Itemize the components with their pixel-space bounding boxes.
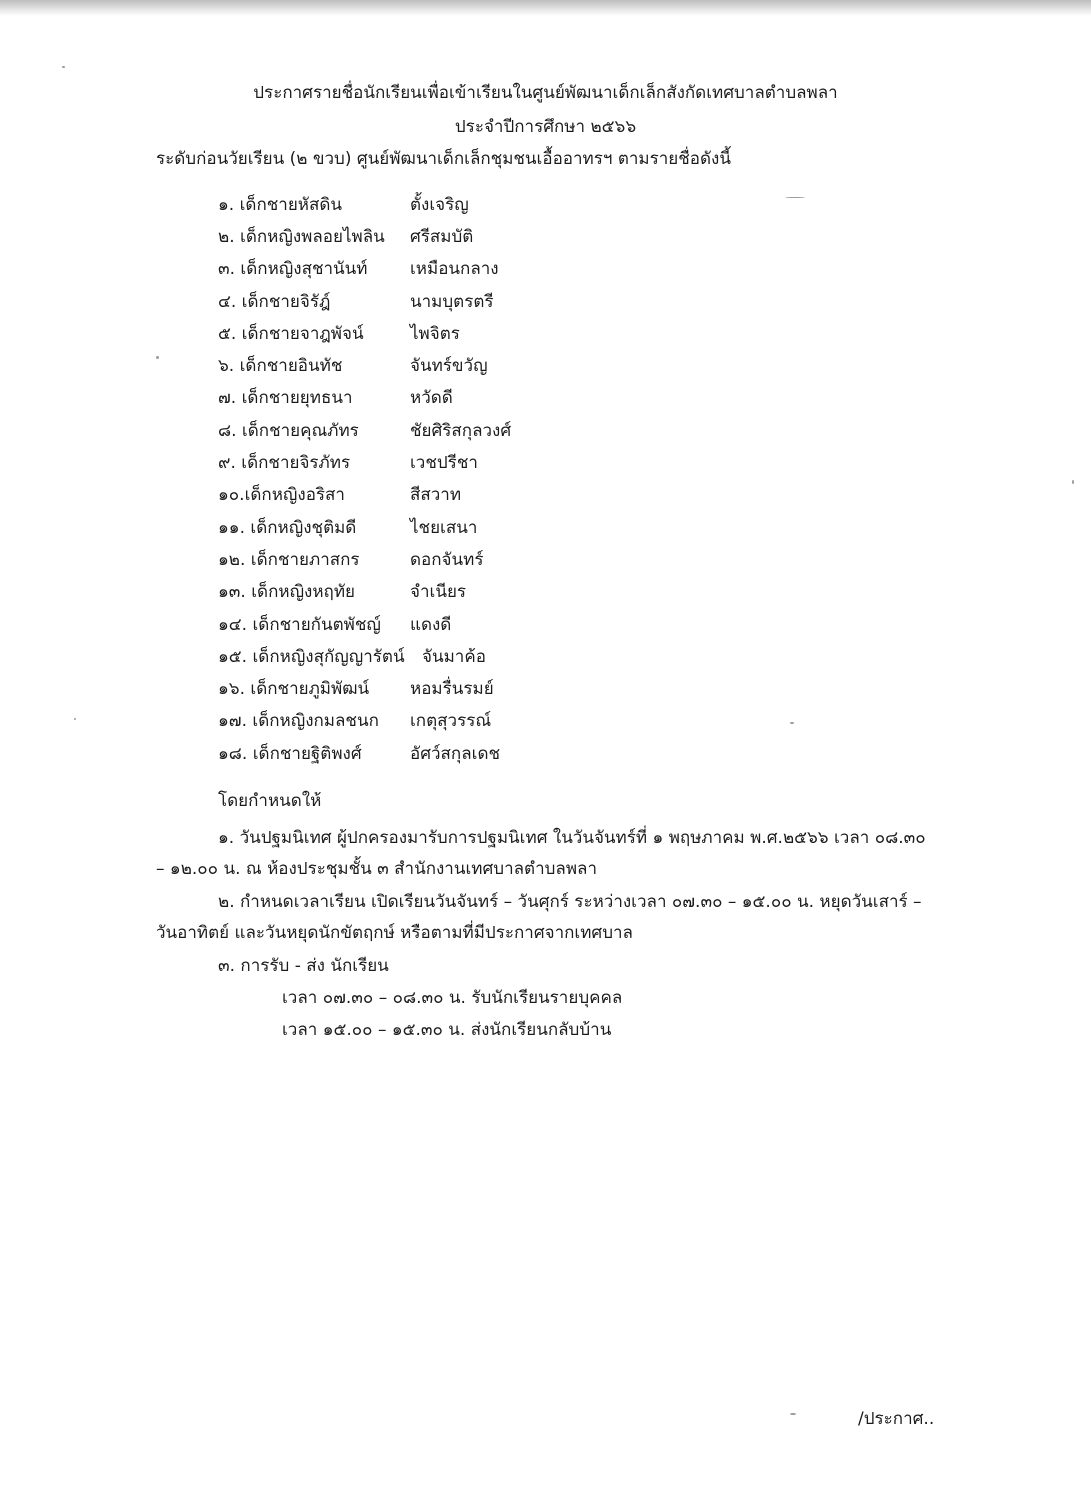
pickup-time-arrival: เวลา ๐๗.๓๐ – ๐๘.๓๐ น. รับนักเรียนรายบุคคล [282, 988, 623, 1008]
student-first-name: ๑๐.เด็กหญิงอริสา [218, 485, 345, 505]
scan-speck [785, 197, 805, 198]
student-last-name: เกตุสุวรรณ์ [410, 711, 492, 731]
level-description: ระดับก่อนวัยเรียน (๒ ขวบ) ศูนย์พัฒนาเด็กเล็กชุมชนเอื้ออาทรฯ ตามรายชื่อดังนี้ [156, 149, 731, 169]
student-first-name: ๑๖. เด็กชายภูมิพัฒน์ [218, 679, 370, 699]
student-row [0, 646, 1091, 672]
student-row [0, 452, 1091, 478]
student-last-name: สีสวาท [410, 485, 462, 505]
student-first-name: ๒. เด็กหญิงพลอยไพลิน [218, 227, 385, 247]
student-first-name: ๑. เด็กชายหัสดิน [218, 195, 343, 215]
student-last-name: ศรีสมบัติ [410, 227, 474, 247]
student-first-name: ๑๒. เด็กชายภาสกร [218, 550, 360, 570]
provision-pickup-heading: ๓. การรับ - ส่ง นักเรียน [218, 956, 389, 976]
document-subtitle: ประจำปีการศึกษา ๒๕๖๖ [454, 117, 637, 137]
scan-speck [74, 718, 76, 720]
scan-speck [156, 356, 159, 359]
student-last-name: หอมรื่นรมย์ [410, 679, 494, 699]
student-first-name: ๑๑. เด็กหญิงชุติมดี [218, 518, 357, 538]
student-row [0, 484, 1091, 510]
student-row [0, 194, 1091, 220]
student-first-name: ๑๔. เด็กชายกันตพัชญ์ [218, 615, 381, 635]
scan-speck [790, 722, 794, 724]
student-first-name: ๘. เด็กชายคุณภัทร [218, 421, 359, 441]
student-last-name: แดงดี [410, 615, 452, 635]
student-first-name: ๑๗. เด็กหญิงกมลชนก [218, 711, 379, 731]
student-first-name: ๙. เด็กชายจิรภัทร [218, 453, 351, 473]
student-first-name: ๓. เด็กหญิงสุชานันท์ [218, 259, 368, 279]
scan-speck [790, 1413, 796, 1415]
student-row [0, 743, 1091, 769]
pickup-time-departure: เวลา ๑๕.๐๐ – ๑๕.๓๐ น. ส่งนักเรียนกลับบ้าน [282, 1020, 612, 1040]
student-last-name: เหมือนกลาง [410, 259, 499, 279]
student-last-name: นามบุตรตรี [410, 292, 494, 312]
student-first-name: ๑๕. เด็กหญิงสุกัญญารัตน์ [218, 647, 405, 667]
student-last-name: หวัดดี [410, 388, 453, 408]
student-row [0, 710, 1091, 736]
student-row [0, 614, 1091, 640]
provisions-heading: โดยกำหนดให้ [218, 791, 322, 811]
scan-speck [62, 66, 65, 68]
student-last-name: เวชปรีชา [410, 453, 478, 473]
student-row [0, 226, 1091, 252]
student-last-name: ตั้งเจริญ [410, 195, 469, 215]
student-last-name: จันมาค้อ [422, 647, 486, 667]
student-row [0, 323, 1091, 349]
student-row [0, 258, 1091, 284]
student-first-name: ๑๘. เด็กชายฐิติพงศ์ [218, 744, 362, 764]
provision-schedule: ๒. กำหนดเวลาเรียน เปิดเรียนวันจันทร์ – วันศุกร์ ระหว่างเวลา ๐๗.๓๐ – ๑๕.๐๐ น. หยุดวันเสาร์ – [218, 892, 922, 912]
student-row [0, 420, 1091, 446]
provision-schedule-cont: วันอาทิตย์ และวันหยุดนักขัตฤกษ์ หรือตามที่มีประกาศจากเทศบาล [156, 923, 633, 943]
student-row [0, 517, 1091, 543]
student-last-name: อัศว์สกุลเดช [410, 744, 501, 764]
provision-orientation-cont: – ๑๒.๐๐ น. ณ ห้องประชุมชั้น ๓ สำนักงานเทศบาลตำบลพลา [156, 859, 597, 879]
student-first-name: ๗. เด็กชายยุทธนา [218, 388, 353, 408]
student-row [0, 678, 1091, 704]
student-row [0, 355, 1091, 381]
student-row [0, 549, 1091, 575]
student-first-name: ๔. เด็กชายจิรัฎ์ [218, 292, 331, 312]
page-continuation: /ประกาศ.. [858, 1409, 935, 1429]
student-row [0, 581, 1091, 607]
scan-speck [1072, 480, 1074, 484]
student-last-name: ชัยศิริสกุลวงศ์ [410, 421, 512, 441]
student-first-name: ๖. เด็กชายอินทัช [218, 356, 343, 376]
student-last-name: ดอกจันทร์ [410, 550, 484, 570]
student-last-name: จันทร์ขวัญ [410, 356, 488, 376]
document-title: ประกาศรายชื่อนักเรียนเพื่อเข้าเรียนในศูนย์พัฒนาเด็กเล็กสังกัดเทศบาลตำบลพลา [253, 83, 838, 103]
student-row [0, 291, 1091, 317]
student-last-name: ไพจิตร [410, 324, 460, 344]
student-first-name: ๕. เด็กชายจาฎพัจน์ [218, 324, 364, 344]
student-row [0, 387, 1091, 413]
provision-orientation: ๑. วันปฐมนิเทศ ผู้ปกครองมารับการปฐมนิเทศ ในวันจันทร์ที่ ๑ พฤษภาคม พ.ศ.๒๕๖๖ เวลา ๐๘.๓๐ [218, 828, 926, 848]
student-last-name: ไชยเสนา [410, 518, 478, 538]
student-first-name: ๑๓. เด็กหญิงหฤทัย [218, 582, 356, 602]
student-last-name: จำเนียร [410, 582, 467, 602]
